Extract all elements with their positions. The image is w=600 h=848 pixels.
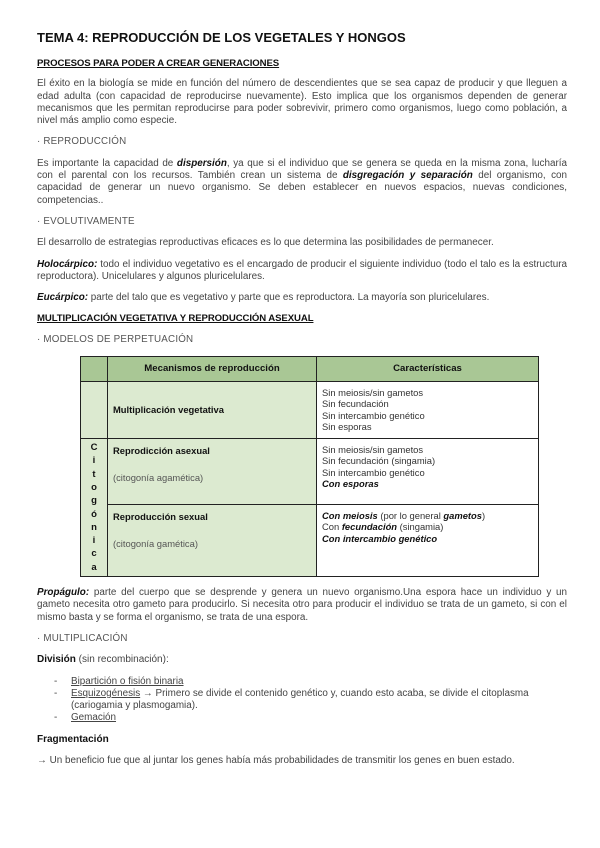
division-list <box>37 676 567 725</box>
label-modelos: · MODELOS DE PERPETUACIÓN <box>37 333 194 345</box>
table-header-caracteristicas: Características <box>317 357 539 382</box>
propagulo-paragraph: Propágulo: parte del cuerpo que se desprende y genera un nuevo organismo.Una espora hace un individuo y un gameto necesita otro gameto para producirlo. Si necesita otro para producir el individuo se trata de un gameto, si con el mismo basta y se forma el organismo, se trata de una espora. <box>37 587 567 623</box>
table-row-vegetativa-traits: Sin meiosis/sin gametos Sin fecundación Sin intercambio genético Sin esporas <box>317 382 539 439</box>
vertical-letter: g <box>91 495 97 507</box>
table-corner <box>81 357 108 382</box>
evolutivamente-paragraph: El desarrollo de estrategias reproductivas eficaces es lo que determina las posibilidades de permanecer. <box>37 237 494 249</box>
reproduction-table <box>80 356 539 577</box>
table-empty-cell <box>81 382 108 439</box>
list-item: - Bipartición o fisión binaria <box>37 676 567 688</box>
eucarpico-paragraph: Eucárpico: parte del talo que es vegetativo y parte que es reproductora. La mayoría son pluricelulares. <box>37 292 490 304</box>
label-evolutivamente: · EVOLUTIVAMENTE <box>37 215 135 227</box>
vertical-letter: i <box>92 535 96 547</box>
list-item: - Esquizogénesis → Primero se divide el contenido genético y, cuando esto acaba, se divide el citoplasma (cariogamia y plasmogamia). <box>37 688 567 713</box>
list-item: - Gemación <box>37 712 567 724</box>
vertical-letter: t <box>92 468 96 480</box>
vertical-letter: i <box>92 455 96 467</box>
table-vertical-label <box>81 439 108 577</box>
label-multiplicacion: · MULTIPLICACIÓN <box>37 632 128 644</box>
vertical-letter: a <box>91 561 97 573</box>
vertical-letter: o <box>91 481 97 493</box>
table-row-asexual-name: Reprodicción asexual (citogonía agamética) <box>108 439 317 505</box>
document-page <box>37 30 567 776</box>
table-row-sexual-traits: Con meiosis (por lo general gametos) Con fecundación (singamia) Con intercambio genético <box>317 504 539 576</box>
page-title: TEMA 4: REPRODUCCIÓN DE LOS VEGETALES Y HONGOS <box>37 30 406 45</box>
vertical-letter: n <box>91 521 97 533</box>
fragmentacion-heading: Fragmentación <box>37 733 109 745</box>
section-heading-procesos: PROCESOS PARA PODER A CREAR GENERACIONES <box>37 58 280 69</box>
table-row-vegetativa-name: Multiplicación vegetativa <box>108 382 317 439</box>
vertical-letter: C <box>90 442 98 454</box>
section-heading-multiplicacion: MULTIPLICACIÓN VEGETATIVA Y REPRODUCCIÓN ASEXUAL <box>37 313 314 325</box>
vertical-letter: ó <box>91 508 97 520</box>
division-heading: División (sin recombinación): <box>37 654 169 666</box>
table-row-sexual-name: Reproducción sexual (citogonía gamética) <box>108 504 317 576</box>
table-header-mecanismos: Mecanismos de reproducción <box>108 357 317 382</box>
holocarpico-paragraph: Holocárpico: todo el individuo vegetativo es el encargado de producir el siguiente individuo (todo el talo es la estructura reproductora). Unicelulares y algunos pluricelulares. <box>37 258 567 282</box>
vertical-letter: c <box>91 548 97 560</box>
fragmentacion-paragraph: → Un beneficio fue que al juntar los genes había más probabilidades de transmitir los genes en buen estado. <box>37 754 515 766</box>
label-reproduccion: · REPRODUCCIÓN <box>37 136 127 148</box>
table-row-asexual-traits: Sin meiosis/sin gametos Sin fecundación (singamia) Sin intercambio genético Con esporas <box>317 439 539 505</box>
intro-paragraph: El éxito en la biología se mide en función del número de descendientes que se sea capaz de producir y que lleguen a edad adulta (con capacidad de reproducirse nuevamente). Esto implica que los organismos dependen de generar mecanismos que les permitan reproducirse para poder sobrevivir, primero como organismos, luego como población, a nivel más amplio como especie. <box>37 78 567 127</box>
reproduccion-paragraph: Es importante la capacidad de dispersión, ya que si el individuo que se genera se queda en la misma zona, lucharía con el parental con los recursos. También crean un sistema de disgregación y separación del organismo, con capacidad de generar un nuevo organismo. Se deben establecer en nuevos espacios, nuevas condiciones, competencias.. <box>37 157 567 206</box>
